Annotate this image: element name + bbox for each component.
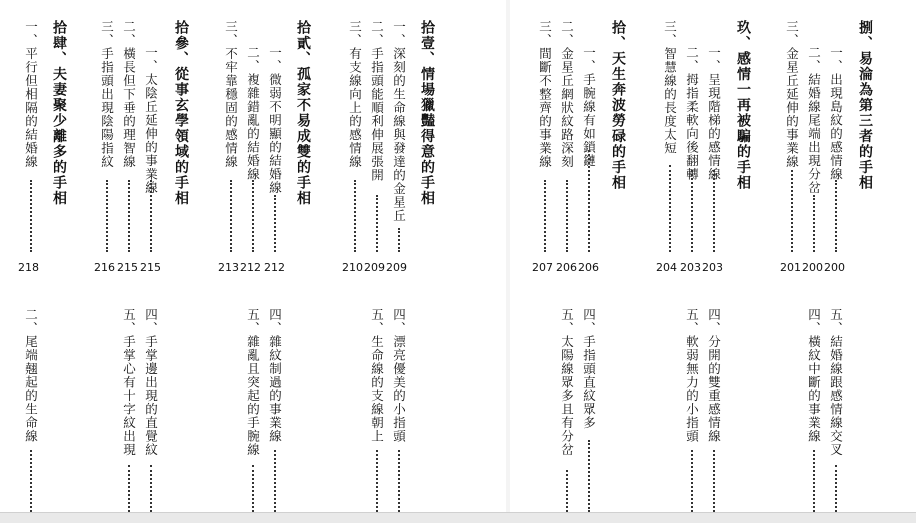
page-number: 215 <box>117 261 138 274</box>
dot-leader <box>274 195 276 252</box>
entry-title: 四、手指頭直紋眾多 <box>581 308 597 430</box>
chapter-12-heading-column <box>296 20 310 206</box>
entry-title: 五、生命線的支線朝上 <box>369 308 385 443</box>
toc-entry <box>268 308 281 443</box>
toc-entry <box>392 308 405 443</box>
toc-entry <box>144 308 157 457</box>
toc-entry <box>829 46 842 181</box>
toc-entry <box>685 308 698 443</box>
right-page <box>510 0 916 523</box>
entry-title: 二、複雜錯亂的結婚線 <box>245 46 261 181</box>
chapter-13-heading-column <box>174 20 188 206</box>
dot-leader <box>691 450 693 512</box>
entry-title: 三、智慧線的長度太短 <box>662 20 678 155</box>
entry-title: 四、雜紋制過的事業線 <box>267 308 283 443</box>
entry-title: 四、手掌邊出現的直覺紋 <box>143 308 159 457</box>
book-gutter <box>506 0 510 523</box>
dot-leader <box>128 465 130 512</box>
dot-leader <box>588 150 590 252</box>
page-number: 209 <box>386 261 407 274</box>
entry-title: 二、金星丘網狀紋路深刻 <box>559 20 575 169</box>
dot-leader <box>376 450 378 512</box>
page-number: 209 <box>364 261 385 274</box>
toc-entry <box>392 20 405 223</box>
entry-title: 三、間斷不整齊的事業線 <box>537 20 553 169</box>
entry-title: 五、手掌心有十字紋出現 <box>121 308 137 457</box>
page-number: 200 <box>824 261 845 274</box>
entry-title: 二、結婚線尾端出現分岔 <box>806 46 822 195</box>
entry-title: 一、呈現階梯的感情線 <box>706 46 722 181</box>
chapter-heading: 捌、易淪為第三者的手相 <box>857 20 873 191</box>
entry-title: 二、橫長但下垂的理智線 <box>121 20 137 169</box>
page-number: 212 <box>240 261 261 274</box>
toc-entry <box>370 308 383 443</box>
entry-title: 五、太陽線眾多且有分岔 <box>559 308 575 457</box>
entry-title: 五、雜亂且突起的手腕線 <box>245 308 261 457</box>
dot-leader <box>106 180 108 252</box>
entry-title: 一、深刻的生命線與發達的金星丘 <box>391 20 407 223</box>
chapter-heading: 拾壹、情場獵豔得意的手相 <box>419 20 435 206</box>
viewer-bottom-edge <box>0 512 916 523</box>
entry-title: 四、漂亮優美的小指頭 <box>391 308 407 443</box>
dot-leader <box>566 180 568 252</box>
entry-title: 五、軟弱無力的小指頭 <box>684 308 700 443</box>
dot-leader <box>835 180 837 252</box>
dot-leader <box>252 180 254 252</box>
entry-title: 三、金星丘延伸的事業線 <box>784 20 800 169</box>
dot-leader <box>544 180 546 252</box>
dot-leader <box>252 465 254 512</box>
entry-title: 二、手指頭能順利伸展張開 <box>369 20 385 182</box>
toc-entry <box>246 308 259 457</box>
toc-entry <box>268 46 281 195</box>
dot-leader <box>669 165 671 252</box>
page-number: 218 <box>18 261 39 274</box>
toc-entry <box>560 20 573 169</box>
dot-leader <box>376 195 378 252</box>
dot-leader <box>713 170 715 252</box>
toc-entry <box>663 20 676 155</box>
dot-leader <box>150 180 152 252</box>
page-number: 204 <box>656 261 677 274</box>
toc-entry <box>370 20 383 182</box>
dot-leader <box>791 170 793 252</box>
dot-leader <box>813 195 815 252</box>
page-number: 206 <box>556 261 577 274</box>
entry-title: 一、手腕線有如鎖鏈 <box>581 46 597 168</box>
chapter-9-heading-column <box>736 20 750 191</box>
toc-entry <box>24 308 37 443</box>
entry-title: 五、結婚線跟感情線交叉 <box>828 308 844 457</box>
entry-title: 一、平行但相隔的結婚線 <box>23 20 39 169</box>
toc-entry <box>144 46 157 195</box>
page-number: 216 <box>94 261 115 274</box>
page-number: 213 <box>218 261 239 274</box>
chapter-10-heading-column <box>611 20 625 191</box>
dot-leader <box>691 170 693 252</box>
dot-leader <box>588 440 590 512</box>
page-number: 212 <box>264 261 285 274</box>
entry-title: 四、分開的雙重感情線 <box>706 308 722 443</box>
chapter-heading: 拾參、從事玄學領域的手相 <box>173 20 189 206</box>
entry-title: 三、手指頭出現陰陽指紋 <box>99 20 115 169</box>
dot-leader <box>813 450 815 512</box>
dot-leader <box>354 180 356 252</box>
entry-title: 二、尾端翹起的生命線 <box>23 308 39 443</box>
entry-title: 四、橫紋中斷的事業線 <box>806 308 822 443</box>
toc-entry <box>122 20 135 169</box>
dot-leader <box>274 450 276 512</box>
toc-entry <box>224 20 237 169</box>
page-number: 207 <box>532 261 553 274</box>
page-number: 201 <box>780 261 801 274</box>
page-number: 203 <box>680 261 701 274</box>
page-number: 206 <box>578 261 599 274</box>
dot-leader <box>398 228 400 252</box>
toc-entry <box>100 20 113 169</box>
chapter-8-heading-column <box>858 20 872 191</box>
page-number: 200 <box>802 261 823 274</box>
dot-leader <box>150 465 152 512</box>
entry-title: 一、太陰丘延伸的事業線 <box>143 46 159 195</box>
chapter-heading: 玖、感情一再被騙的手相 <box>735 20 751 191</box>
chapter-heading: 拾、天生奔波勞碌的手相 <box>610 20 626 191</box>
entry-title: 一、微弱不明顯的結婚線 <box>267 46 283 195</box>
dot-leader <box>835 465 837 512</box>
toc-entry <box>122 308 135 457</box>
dot-leader <box>128 180 130 252</box>
chapter-heading: 拾肆、夫妻聚少離多的手相 <box>51 20 67 206</box>
dot-leader <box>230 180 232 252</box>
chapter-heading: 拾貳、孤家不易成雙的手相 <box>295 20 311 206</box>
chapter-14-heading-column <box>52 20 66 206</box>
toc-entry <box>785 20 798 169</box>
toc-entry <box>707 46 720 181</box>
entry-title: 二、拇指柔軟向後翻轉 <box>684 46 700 181</box>
toc-entry <box>246 46 259 181</box>
toc-entry <box>829 308 842 457</box>
toc-entry <box>807 308 820 443</box>
entry-title: 三、不牢靠穩固的感情線 <box>223 20 239 169</box>
chapter-11-heading-column <box>420 20 434 206</box>
entry-title: 三、有支線向上的感情線 <box>347 20 363 169</box>
dot-leader <box>30 180 32 252</box>
toc-entry <box>582 308 595 430</box>
dot-leader <box>566 470 568 512</box>
page-number: 215 <box>140 261 161 274</box>
toc-entry <box>24 20 37 169</box>
toc-entry <box>807 46 820 195</box>
toc-entry <box>685 46 698 181</box>
dot-leader <box>713 450 715 512</box>
page-number: 203 <box>702 261 723 274</box>
toc-entry <box>707 308 720 443</box>
toc-entry <box>348 20 361 169</box>
dot-leader <box>30 450 32 512</box>
toc-entry <box>538 20 551 169</box>
entry-title: 一、出現島紋的感情線 <box>828 46 844 181</box>
toc-entry <box>560 308 573 457</box>
page-number: 210 <box>342 261 363 274</box>
dot-leader <box>398 450 400 512</box>
